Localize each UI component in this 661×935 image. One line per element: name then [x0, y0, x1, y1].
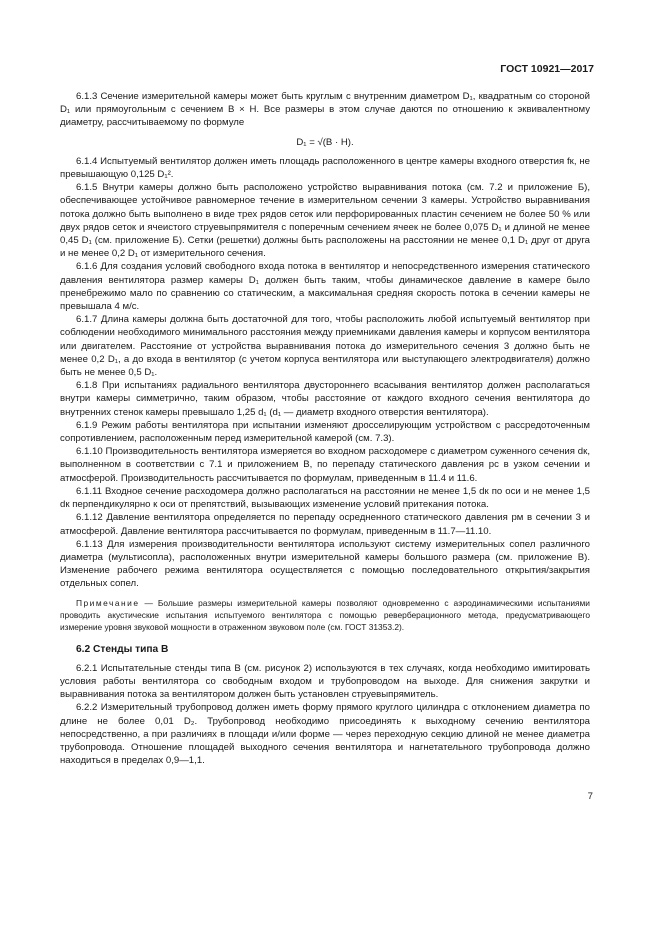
page-number: 7	[587, 791, 593, 802]
note-label: Примечание	[76, 597, 140, 608]
paragraph-6-1-11: 6.1.11 Входное сечение расходомера должно располагаться на расстоянии не менее 1,5 dк по оси и не менее 1,5 dк перпендикулярно к оси от препятствий, вызывающих изменение условий притекания потока.	[60, 485, 590, 511]
paragraph-6-2-2: 6.2.2 Измерительный трубопровод должен иметь форму прямого круглого цилиндра с отклонением диаметра по длине не более 0,01 D₂. Трубопровод необходимо присоединять к выходному сечению вентилятора непосредственно, а при различиях в площади и/или форме — через переходную секцию длиной не менее диаметра трубопровода. Отношение площадей выходного сечения вентилятора и нагнетательного трубопровода должно находиться в пределах 0,9—1,1.	[60, 702, 590, 767]
note	[60, 597, 590, 633]
paragraph-6-1-5: 6.1.5 Внутри камеры должно быть расположено устройство выравнивания потока (см. 7.2 и приложение Б), обеспечивающее устойчивое равномерное течение в измерительном сечении 3 камеры. Устройство выравнивания потока должно быть выполнено в виде трех рядов сеток или перфорированных пластин сечением не более 50 % или двух рядов сеток и ячеистого струевыпрямителя с поперечным сечением ячеек не более 0,075 D₁ и длиной не менее 0,45 D₁ (см. приложение Б). Сетки (решетки) должны быть расположены на расстоянии не менее 0,1 D₁ друг от друга и не менее 0,2 D₁ от измерительного сечения.	[60, 182, 590, 260]
document-code: ГОСТ 10921—2017	[500, 63, 594, 75]
paragraph-6-1-3: 6.1.3 Сечение измерительной камеры может быть круглым с внутренним диаметром D₁, квадратным со стороной D₁ или прямоугольным с сечением B × H. Все размеры в этом случае даются по отношению к эквивалентному диаметру, рассчитываемому по формуле	[60, 91, 590, 129]
section-heading-6-2: 6.2 Стенды типа В	[76, 643, 169, 655]
paragraph-6-1-8: 6.1.8 При испытаниях радиального вентилятора двустороннего всасывания вентилятор должен располагаться внутри камеры симметрично, таким образом, чтобы расстояние от каждого входного сечения вентилятора до внутренних стенок камеры превышало 1,25 d₁ (d₁ — диаметр входного отверстия вентилятора).	[60, 380, 590, 418]
paragraph-6-1-12: 6.1.12 Давление вентилятора определяется по перепаду осредненного статического давления pм в сечении 3 и атмосферой. Давление вентилятора рассчитывается по формулам, приведенным в 11.7—11.10.	[60, 512, 590, 537]
paragraph-6-2-1: 6.2.1 Испытательные стенды типа В (см. рисунок 2) используются в тех случаях, когда необходимо имитировать условия работы вентилятора со свободным входом и трубопроводом на выходе. Для снижения закрутки и выравнивания потока за вентилятором должен быть установлен струевыпрямитель.	[60, 662, 590, 701]
paragraph-6-1-10: 6.1.10 Производительность вентилятора измеряется во входном расходомере с диаметром суженного сечения dк, выполненном в соответствии с 7.1 и приложением В, по перепаду статического давления pс в узком сечении и атмосферой. Производительность рассчитывается по формулам, приведенным в 11.4 и 11.6.	[60, 446, 590, 484]
paragraph-6-1-9: 6.1.9 Режим работы вентилятора при испытании изменяют дросселирующим устройством с рассредоточенным сопротивлением, расположенным перед измерительной камерой (см. 7.3).	[60, 419, 590, 445]
paragraph-6-1-13: 6.1.13 Для измерения производительности вентилятора используют систему измерительных сопел различного диаметра (мультисопла), расположенных внутри измерительной камеры большого размера (см. приложение В). Изменение рабочего режима вентилятора осуществляется с помощью последовательного открытия/закрытия отдельных сопел.	[60, 538, 590, 590]
document-body	[60, 90, 590, 767]
formula-equivalent-diameter: D₁ = √(B · H).	[296, 136, 354, 148]
paragraph-6-1-6: 6.1.6 Для создания условий свободного входа потока в вентилятор и непосредственного измерения статического давления вентилятора размер камеры D₁ должен быть таким, чтобы динамическое давление в камере было пренебрежимо мало по сравнению со статическим, а максимальная средняя скорость потока в сечении камеры не превышала 4 м/с.	[60, 261, 590, 313]
note-text: — Большие размеры измерительной камеры позволяют одновременно с аэродинамическими испытаниями проводить акустические испытания испытуемого вентилятора с помощью реверберационного метода, предусматривающего измерение уровня звуковой мощности в отраженном звуковом поле (см. ГОСТ 31353.2).	[60, 597, 590, 632]
paragraph-6-1-7: 6.1.7 Длина камеры должна быть достаточной для того, чтобы расположить любой испытуемый вентилятор при соблюдении необходимого минимального расстояния между приемниками давления камеры и корпусом вентилятора или двигателем. Расстояние от устройства выравнивания потока до измерительного сечения 3 должно быть не менее 0,2 D₁, а до входа в вентилятор (с учетом корпуса вентилятора или выступающего электродвигателя) должно быть не менее 0,5 D₁.	[60, 314, 590, 379]
paragraph-6-1-4: 6.1.4 Испытуемый вентилятор должен иметь площадь расположенного в центре камеры входного отверстия fк, не превышающую 0,125 D₁².	[60, 155, 590, 181]
